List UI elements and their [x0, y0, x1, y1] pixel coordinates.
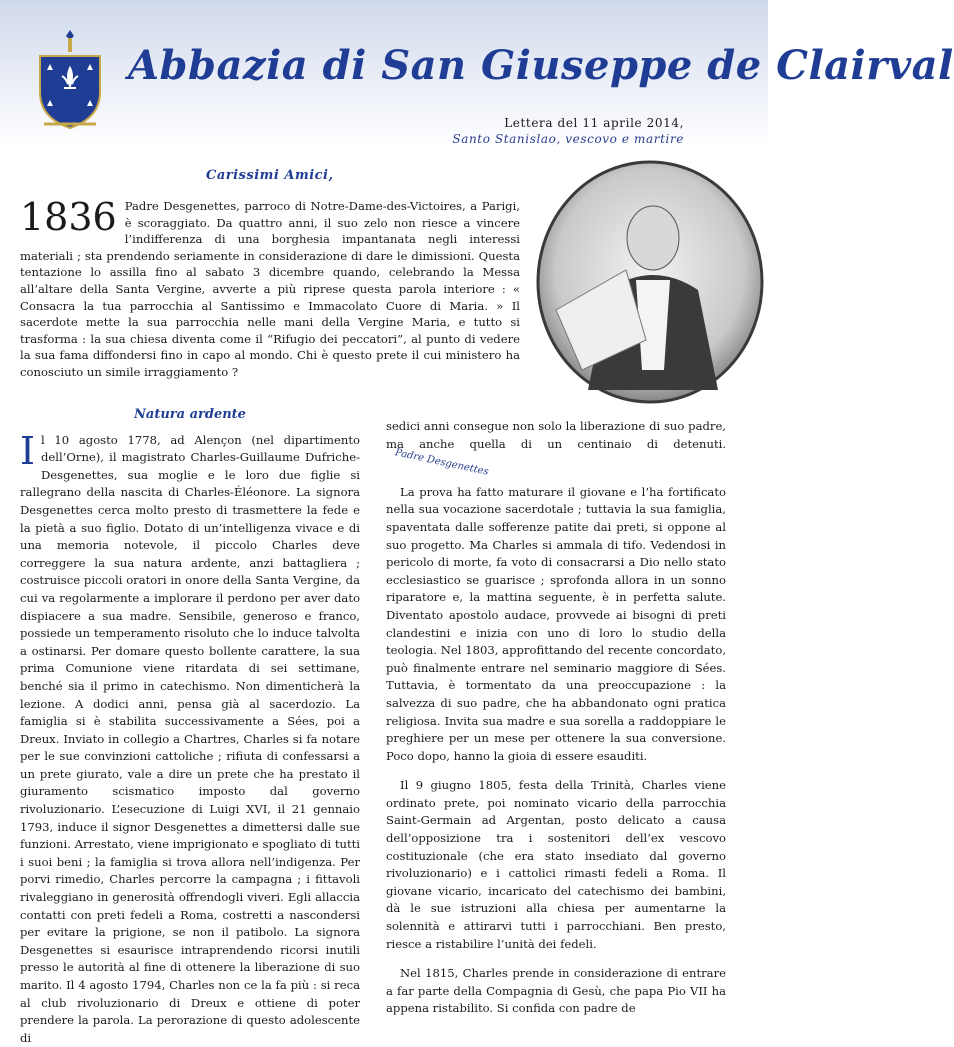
portrait-image	[528, 160, 768, 410]
right-paragraph-3: Il 9 giugno 1805, festa della Trinità, Charles viene ordinato prete, poi nominato vicario della parrocchia Saint-Germain ad Argentan, posto delicato a causa dell’opposizione tra i sostenitori dell’ex vescovo costituzionale (che era stato insediato dal governo rivoluzionario) e i cattolici rimasti fedeli a Roma. Il giovane vicario, incaricato del catechismo dei bambini, dà le sue istruzioni alla chiesa per aumentarne la solennità e attirarvi tutti i parrocchiani. Ben presto, riesce a ristabilire l’unità dei fedeli.	[386, 778, 726, 951]
left-column-text: l 10 agosto 1778, ad Alençon (nel dipartimento dell’Orne), il magistrato Charles-Guillaume Dufriche-Desgenettes, sua moglie e le loro due figlie si rallegrano della nascita di Charles-Éléonore. La signora Desgenettes cerca molto presto di trasmettere la fede e la pietà a suo figlio. Dotato di un’intelligenza vivace e di una memoria notevole, il piccolo Charles deve correggere la sua natura ardente, anzi battagliera ; costruisce piccoli oratori in onore della Santa Vergine, da cui va regolarmente a implorare il perdono per aver dato dispiacere a sua madre. Sensibile, generoso e franco, possiede un temperamento risoluto che lo induce talvolta a ostinarsi. Per domare questo bollente carattere, la sua prima Comunione viene ritardata di sei settimane, benché sia il primo in catechismo. Non dimenticherà la lezione. A dodici anni, pensa già al sacerdozio. La famiglia si è stabilita successivamente a Sées, poi a Dreux. Inviato in collegio a Chartres, Charles si fa notare per le sue convinzioni cattoliche ; rifiuta di confessarsi a un prete giurato, vale a dire un prete che ha prestato il giuramento scismatico imposto dal governo rivoluzionario. L’esecuzione di Luigi XVI, il 21 gennaio 1793, induce il signor Desgenettes a dimettersi dalle sue funzioni. Arrestato, viene imprigionato e spogliato di tutti i suoi beni ; la famiglia si trova allora nell’indigenza. Per porvi rimedio, Charles percorre la campagna ; i fittavoli rivaleggiano in generosità offrendogli viveri. Egli allaccia contatti con preti fedeli a Roma, costretti a nascondersi per evitare la prigione, se non il patibolo. La signora Desgenettes si esaurisce intraprendendo ricorsi inutili presso le autorità al fine di ottenere la liberazione di suo marito. Il 4 agosto 1794, Charles non ce la fa più : si reca al club rivoluzionario di Dreux e ottiene di poter prendere la parola. La perorazione di questo adolescente di	[20, 432, 360, 1045]
date-line: Lettera del 11 aprile 2014,	[504, 116, 684, 130]
right-paragraph-1	[386, 418, 726, 478]
intro-year: 1836	[20, 195, 117, 239]
intro-paragraph	[20, 195, 520, 381]
greeting: Carissimi Amici,	[206, 168, 334, 183]
right-paragraph-4: Nel 1815, Charles prende in considerazione di entrare a far parte della Compagnia di Gesù, che papa Pio VII ha appena ristabilito. Si confida con padre de	[386, 966, 726, 1016]
masthead-title: Abbazia di San Giuseppe de Clairval	[128, 42, 954, 89]
portrait-caption: Padre Desgenettes	[393, 447, 490, 478]
drop-cap: I	[20, 428, 36, 473]
abbey-crest-icon	[30, 28, 110, 138]
letter-date	[452, 116, 684, 146]
section-heading: Natura ardente	[134, 407, 246, 422]
right-paragraph-2: La prova ha fatto maturare il giovane e l’ha fortificato nella sua vocazione sacerdotale ; tuttavia la sua famiglia, spaventata dalle sofferenze patite dai preti, si oppone al suo progetto. Ma Charles si ammala di tifo. Vedendosi in pericolo di morte, fa voto di consacrarsi a Dio nello stato ecclesiastico se guarisce ; sprofonda allora in un sonno riparatore e, la mattina seguente, è in perfetta salute. Diventato apostolo audace, provvede ai bisogni di preti clandestini e inizia con uno di loro lo studio della teologia. Nel 1803, approfittando del recente concordato, può finalmente entrare nel seminario maggiore di Sées. Tuttavia, è tormentato da una preoccupazione : la salvezza di suo padre, che ha abbandonato ogni pratica religiosa. Invita sua madre e sua sorella a raddoppiare le preghiere per un mese per ottenere la sua conversione. Poco dopo, hanno la gioia di essere esauditi.	[386, 484, 726, 763]
feast-line: Santo Stanislao, vescovo e martire	[452, 132, 684, 146]
intro-text: Padre Desgenettes, parroco di Notre-Dame-des-Victoires, a Parigi, è scoraggiato. Da quattro anni, il suo zelo non riesce a vincere l’indifferenza di una borghesia impantanata negli interessi materiali ; sta prendendo seriamente in considerazione di dare le dimissioni. Questa tentazione lo assilla fino al sabato 3 dicembre quando, celebrando la Messa all’altare della Santa Vergine, avverte a più riprese questa parola interiore : « Consacra la tua parrocchia al Santissimo e Immacolato Cuore di Maria. » Il sacerdote mette la sua parrocchia nelle mani della Vergine Maria, e tutto si trasforma : la sua chiesa diventa come il “Rifugio dei peccatori”, al punto di vedere la sua fama diffondersi fino in capo al mondo. Chi è questo prete il cui ministero ha conosciuto un simile irraggiamento ?	[20, 199, 520, 379]
column-right	[386, 418, 726, 1030]
column-left	[20, 406, 360, 1047]
right-paragraph-1-text: sedici anni consegue non solo la liberazione di suo padre, ma anche quella di un centinaio di detenuti.	[386, 419, 726, 451]
